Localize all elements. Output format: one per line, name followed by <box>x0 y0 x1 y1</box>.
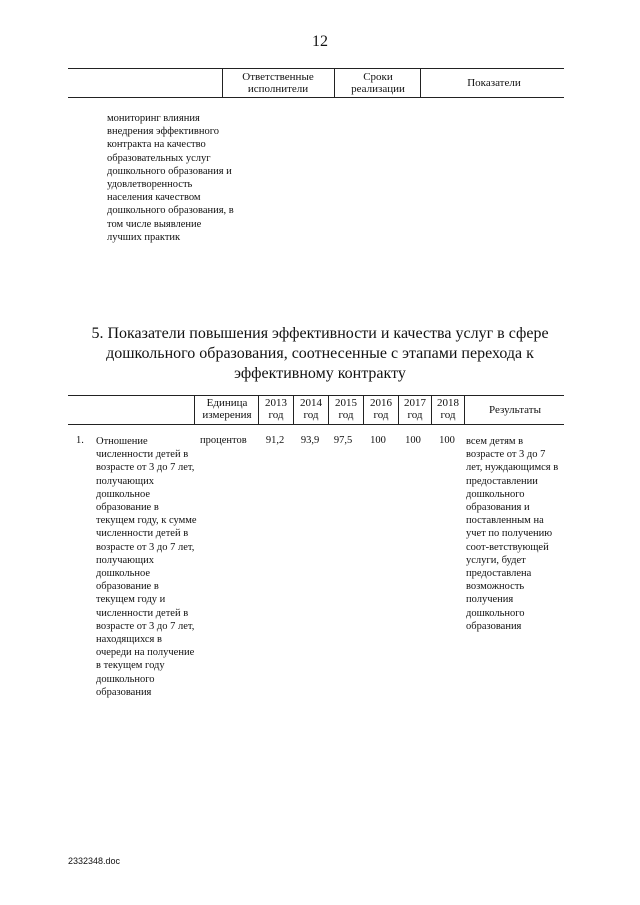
row-value: 100 <box>370 435 386 446</box>
continued-text: мониторинг влияния внедрения эффективного контракта на качество образовательных услуг дошкольного образования и удовлетворенность населения качеством дошкольного образования, в том числе выявление лучших практик <box>107 113 234 243</box>
row-unit: процентов <box>200 435 247 446</box>
header-deadlines: Сроки реализации <box>351 71 405 95</box>
header-year-label: год <box>338 409 354 421</box>
document-filename: 2332348.doc <box>68 856 121 866</box>
section-title: 5. Показатели повышения эффективности и качества услуг в сфере дошкольного образования, соотнесенные с этапами перехода к эффективному контракту <box>91 325 549 382</box>
header-responsible: Ответственные исполнители <box>242 71 314 95</box>
header-year <box>364 397 398 421</box>
row-value: 100 <box>405 435 421 446</box>
divider <box>194 395 195 425</box>
row-value: 93,9 <box>300 435 320 446</box>
page-number: 12 <box>312 33 328 50</box>
header-year-label: год <box>268 409 284 421</box>
divider <box>68 97 564 98</box>
divider <box>464 395 465 425</box>
row-value: 100 <box>439 435 455 446</box>
header-year-label: год <box>407 409 423 421</box>
divider <box>68 395 564 396</box>
header-results: Результаты <box>489 404 541 416</box>
header-year-value: 2015 <box>335 397 357 409</box>
indicator-table-header <box>68 395 564 425</box>
top-table-header <box>68 68 564 98</box>
row-description: Отношение численности детей в возрасте от 3 до 7 лет, получающих дошкольное образование в текущем году, к сумме численности детей в возрасте от 3 до 7 лет, получающих дошкольное образование в текущем году и численности детей в возрасте от 3 до 7 лет, находящихся в очереди на получение в текущем году дошкольного образования <box>96 436 197 698</box>
header-year-value: 2016 <box>370 397 392 409</box>
header-year <box>432 397 464 421</box>
header-unit <box>196 397 258 421</box>
header-year-value: 2013 <box>265 397 287 409</box>
header-year-value: 2018 <box>437 397 459 409</box>
row-value: 97,5 <box>333 435 353 446</box>
header-year-label: год <box>303 409 319 421</box>
divider <box>68 424 564 425</box>
header-year-value: 2017 <box>404 397 426 409</box>
header-year <box>294 397 328 421</box>
header-year <box>329 397 363 421</box>
header-unit-line2: измерения <box>202 409 252 421</box>
header-year-label: год <box>440 409 456 421</box>
divider <box>420 68 421 98</box>
header-year <box>259 397 293 421</box>
row-value: 91,2 <box>265 435 285 446</box>
row-result: всем детям в возрасте от 3 до 7 лет, нуждающимся в предоставлении дошкольного образования и поставленным на учет по получению соот-ветствующей услуги, будет предоставлена возможность получения дошкольного образования <box>466 436 559 632</box>
divider <box>222 68 223 98</box>
header-year-label: год <box>373 409 389 421</box>
divider <box>334 68 335 98</box>
divider <box>68 68 564 69</box>
header-year-value: 2014 <box>300 397 322 409</box>
header-year <box>399 397 431 421</box>
header-indicators: Показатели <box>467 77 521 89</box>
header-unit-line1: Единица <box>206 397 248 409</box>
row-number: 1. <box>76 435 84 446</box>
